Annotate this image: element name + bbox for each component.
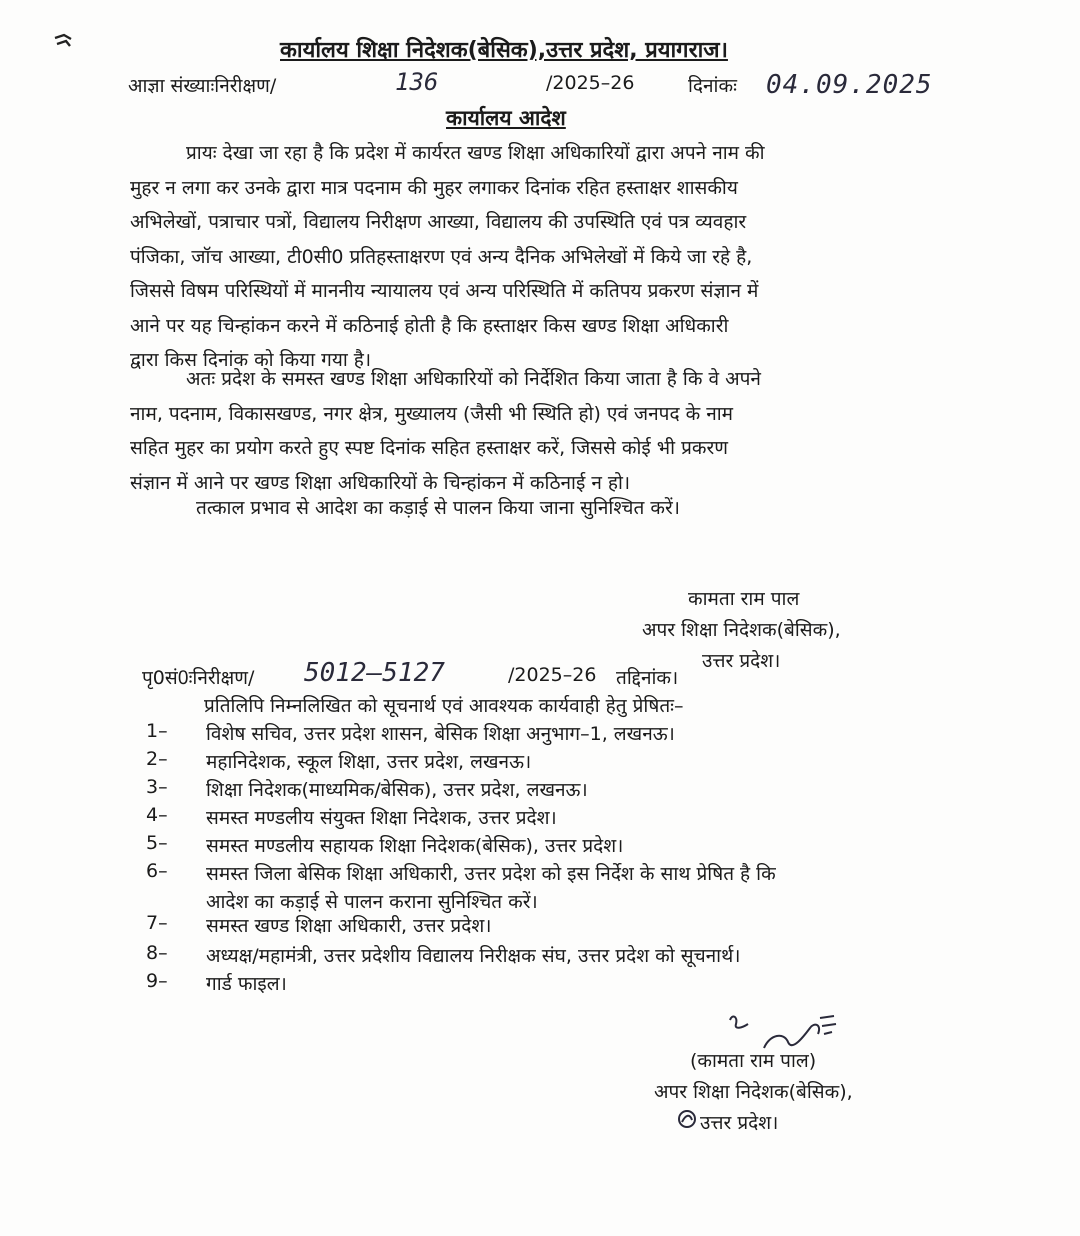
- paragraph-1-line: मुहर न लगा कर उनके द्वारा मात्र पदनाम की मुहर लगाकर दिनांक रहित हस्ताक्षर शासकीय: [130, 176, 738, 199]
- signature-block-2: [654, 1046, 853, 1139]
- order-title: कार्यालय आदेश: [446, 106, 566, 130]
- list-item-text: समस्त खण्ड शिक्षा अधिकारी, उत्तर प्रदेश।: [206, 915, 492, 937]
- signatory-state: उत्तर प्रदेश।: [700, 1112, 779, 1134]
- office-heading: कार्यालय शिक्षा निदेशक(बेसिक),उत्तर प्रदेश, प्रयागराज।: [280, 38, 728, 63]
- list-item-number: 8–: [146, 942, 168, 964]
- paragraph-2-line: अतः प्रदेश के समस्त खण्ड शिक्षा अधिकारियों को निर्देशित किया जाता है कि वे अपने: [186, 368, 761, 390]
- date-label: दिनांकः: [688, 75, 737, 97]
- list-item-number: 7–: [146, 912, 168, 934]
- paragraph-1-line: पंजिका, जॉच आख्या, टी0सी0 प्रतिहस्ताक्षरण एवं अन्य दैनिक अभिलेखों में किये जा रहे है,: [130, 245, 753, 268]
- list-item-text: समस्त मण्डलीय सहायक शिक्षा निदेशक(बेसिक), उत्तर प्रदेश।: [206, 835, 624, 857]
- date-handwritten: 04.09.2025: [766, 70, 933, 100]
- paragraph-1-line: जिससे विषम परिस्थियों में माननीय न्यायालय एवं अन्य परिस्थिति में कतिपय प्रकरण संज्ञान में: [130, 280, 759, 302]
- list-item-text: अध्यक्ष/महामंत्री, उत्तर प्रदेशीय विद्यालय निरीक्षक संघ, उत्तर प्रदेश को सूचनार्थ।: [206, 945, 741, 967]
- list-item-number: 5–: [146, 832, 168, 854]
- copy-ref-year: /2025–26: [508, 664, 597, 686]
- paragraph-2-line: नाम, पदनाम, विकासखण्ड, नगर क्षेत्र, मुख्यालय (जैसी भी स्थिति हो) एवं जनपद के नाम: [130, 402, 734, 425]
- list-item-number: 4–: [146, 804, 168, 826]
- paragraph-3: तत्काल प्रभाव से आदेश का कड़ाई से पालन किया जाना सुनिश्चित करें।: [196, 497, 680, 519]
- list-item-text: शिक्षा निदेशक(माध्यमिक/बेसिक), उत्तर प्रदेश, लखनऊ।: [206, 779, 588, 801]
- list-item-number: 2–: [146, 748, 168, 770]
- list-item-number: 9–: [146, 970, 168, 992]
- paragraph-2-line: सहित मुहर का प्रयोग करते हुए स्पष्ट दिनांक सहित हस्ताक्षर करें, जिससे कोई भी प्रकरण: [130, 437, 729, 459]
- signature-block-1: [642, 584, 841, 677]
- copy-ref-number-handwritten: 5012–5127: [304, 658, 445, 688]
- margin-mark-icon: [52, 32, 74, 58]
- paragraph-2-line: संज्ञान में आने पर खण्ड शिक्षा अधिकारियों के चिन्हांकन में कठिनाई न हो।: [130, 471, 631, 494]
- paragraph-1-line: द्वारा किस दिनांक को किया गया है।: [130, 349, 372, 371]
- list-item-text: समस्त मण्डलीय संयुक्त शिक्षा निदेशक, उत्तर प्रदेश।: [206, 807, 557, 829]
- order-year: /2025–26: [546, 72, 635, 94]
- paragraph-1: [130, 136, 900, 378]
- paragraph-2: [130, 362, 900, 500]
- list-item-text-continued: आदेश का कड़ाई से पालन कराना सुनिश्चित करें।: [206, 891, 538, 913]
- signatory-designation: अपर शिक्षा निदेशक(बेसिक),: [642, 619, 841, 641]
- signatory-name: कामता राम पाल: [688, 588, 800, 610]
- copy-intro: प्रतिलिपि निम्नलिखित को सूचनार्थ एवं आवश्यक कार्यवाही हेतु प्रेषितः–: [204, 695, 684, 717]
- list-item-number: 6–: [146, 860, 168, 882]
- paragraph-1-line: प्रायः देखा जा रहा है कि प्रदेश में कार्यरत खण्ड शिक्षा अधिकारियों द्वारा अपने नाम की: [186, 142, 765, 164]
- list-item-text: महानिदेशक, स्कूल शिक्षा, उत्तर प्रदेश, लखनऊ।: [206, 751, 532, 773]
- paragraph-1-line: अभिलेखों, पत्राचार पत्रों, विद्यालय निरीक्षण आख्या, विद्यालय की उपस्थिति एवं पत्र व्यवहार: [130, 211, 747, 233]
- paragraph-1-line: आने पर यह चिन्हांकन करने में कठिनाई होती है कि हस्ताक्षर किस खण्ड शिक्षा अधिकारी: [130, 314, 729, 337]
- list-item-number: 3–: [146, 776, 168, 798]
- signatory-designation: अपर शिक्षा निदेशक(बेसिक),: [654, 1081, 853, 1103]
- list-item-text: विशेष सचिव, उत्तर प्रदेश शासन, बेसिक शिक्षा अनुभाग–1, लखनऊ।: [206, 723, 675, 745]
- signatory-state: उत्तर प्रदेश।: [702, 650, 781, 672]
- copy-ref-label: पृ0सं0ःनिरीक्षण/: [142, 667, 255, 689]
- copy-ref-date: तद्दिनांक।: [616, 667, 679, 689]
- order-number-label: आज्ञा संख्याःनिरीक्षण/: [128, 75, 277, 97]
- signatory-name: (कामता राम पाल): [690, 1050, 817, 1072]
- list-item-text: गार्ड फाइल।: [206, 973, 287, 995]
- initial-mark-icon: [676, 1108, 698, 1134]
- list-item-number: 1–: [146, 720, 168, 742]
- order-number-handwritten: 136: [395, 68, 439, 96]
- list-item-text: समस्त जिला बेसिक शिक्षा अधिकारी, उत्तर प्रदेश को इस निर्देश के साथ प्रेषित है कि: [206, 863, 776, 885]
